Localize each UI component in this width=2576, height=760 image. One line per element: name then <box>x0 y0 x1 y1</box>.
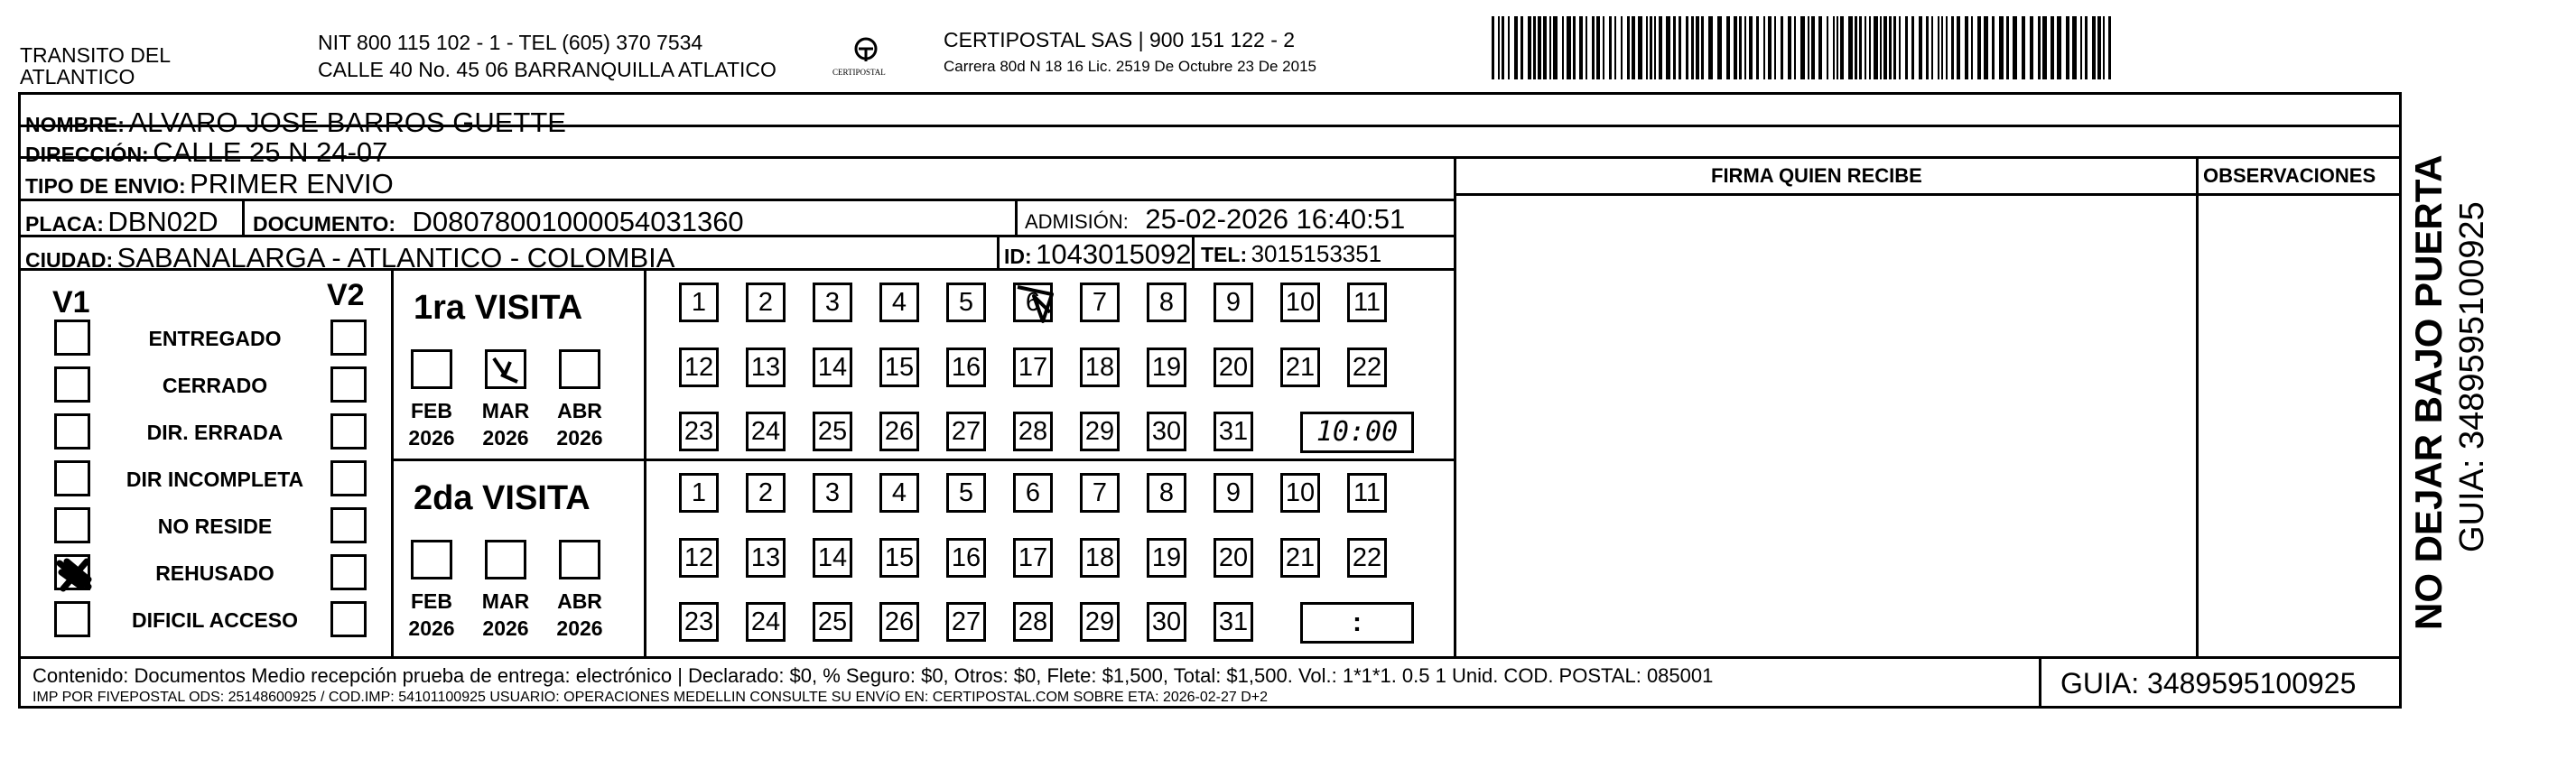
barcode-bar <box>1905 16 1908 79</box>
barcode-bar <box>1808 16 1809 79</box>
barcode-bar <box>1999 16 2004 79</box>
time-field[interactable]: 10:00 <box>1300 412 1414 453</box>
day-box-26[interactable]: 26 <box>879 602 919 642</box>
day-box-5[interactable]: 5 <box>946 283 986 322</box>
barcode-bar <box>1848 16 1853 79</box>
barcode-bar <box>1919 16 1922 79</box>
barcode-bar <box>1889 16 1892 79</box>
day-box-12[interactable]: 12 <box>679 538 719 578</box>
side-guia: GUIA: 3489595100925 <box>2453 201 2491 552</box>
month-name: MAR <box>481 589 530 613</box>
barcode-bar <box>1592 16 1595 79</box>
documento-field <box>253 208 744 236</box>
barcode-bar <box>1614 16 1616 79</box>
month-checkbox-abr[interactable] <box>559 540 600 579</box>
id-label: ID: <box>1004 245 1032 268</box>
id-field <box>1004 240 1192 268</box>
barcode-bar <box>1859 16 1862 79</box>
no-dejar-warning: NO DEJAR BAJO PUERTA <box>2407 154 2450 630</box>
barcode-bar <box>2051 16 2054 79</box>
barcode-bar <box>1562 16 1564 79</box>
barcode-bar <box>1596 16 1600 79</box>
day-box-29[interactable]: 29 <box>1080 412 1120 451</box>
barcode-bar <box>2042 16 2047 79</box>
v2-header: V2 <box>327 278 365 312</box>
barcode-bar <box>1957 16 1960 79</box>
barcode-bar <box>1717 16 1722 79</box>
admision-field <box>1025 205 1405 233</box>
barcode-bar <box>1899 16 1901 79</box>
day-box-5[interactable]: 5 <box>946 473 986 513</box>
address-line: CALLE 40 No. 45 06 BARRANQUILLA ATLATICO <box>318 58 777 81</box>
day-box-25[interactable]: 25 <box>813 412 852 451</box>
barcode-bar <box>1911 16 1914 79</box>
status-option-label: CERRADO <box>162 374 268 397</box>
ciudad-value: SABANALARGA - ATLANTICO - COLOMBIA <box>116 242 675 273</box>
day-box-31[interactable]: 31 <box>1214 412 1253 451</box>
nombre-field <box>25 108 566 136</box>
v2-checkbox-dir-errada[interactable] <box>330 413 367 450</box>
barcode-bar <box>1971 16 1973 79</box>
barcode-bar <box>2066 16 2069 79</box>
firma-header: FIRMA QUIEN RECIBE <box>1711 164 1922 187</box>
tipo-envio-label: TIPO DE ENVIO: <box>25 174 186 198</box>
barcode-bar <box>1946 16 1948 79</box>
day-box-17[interactable]: 17 <box>1013 348 1053 387</box>
admision-value: 25-02-2026 16:40:51 <box>1145 203 1406 235</box>
barcode-bar <box>1926 16 1929 79</box>
barcode-bar <box>1883 16 1887 79</box>
barcode-bar <box>1621 16 1623 79</box>
day-box-6[interactable]: 6 <box>1013 283 1053 322</box>
day-box-8[interactable]: 8 <box>1147 283 1186 322</box>
v2-checkbox-rehusado[interactable] <box>330 554 367 590</box>
day-box-30[interactable]: 30 <box>1147 412 1186 451</box>
day-box-4[interactable]: 4 <box>879 473 919 513</box>
barcode-bar <box>1508 16 1510 79</box>
day-box-24[interactable]: 24 <box>746 602 786 642</box>
day-box-18[interactable]: 18 <box>1080 538 1120 578</box>
month-name: MAR <box>481 399 530 422</box>
v1-checkbox-dir-incompleta[interactable] <box>54 460 90 496</box>
barcode-bar <box>2108 16 2111 79</box>
day-box-19[interactable]: 19 <box>1147 348 1186 387</box>
barcode-bar <box>1650 16 1652 79</box>
direccion-field <box>25 138 387 166</box>
admision-label: ADMISIÓN: <box>1025 210 1129 233</box>
barcode-bar <box>1646 16 1648 79</box>
day-box-29[interactable]: 29 <box>1080 602 1120 642</box>
nit-line: NIT 800 115 102 - 1 - TEL (605) 370 7534 <box>318 31 703 54</box>
day-box-11[interactable]: 11 <box>1347 283 1387 322</box>
day-box-16[interactable]: 16 <box>946 538 986 578</box>
day-box-20[interactable]: 20 <box>1214 538 1253 578</box>
barcode-bar <box>1708 16 1713 79</box>
day-box-13[interactable]: 13 <box>746 538 786 578</box>
status-option-label: REHUSADO <box>155 561 274 585</box>
day-box-28[interactable]: 28 <box>1013 412 1053 451</box>
barcode-bar <box>1744 16 1746 79</box>
tipo-envio-value: PRIMER ENVIO <box>190 168 394 199</box>
day-box-20[interactable]: 20 <box>1214 348 1253 387</box>
barcode-bar <box>1811 16 1815 79</box>
status-option-label: DIR INCOMPLETA <box>126 468 304 491</box>
barcode-bar <box>1498 16 1500 79</box>
barcode-bar <box>2006 16 2009 79</box>
barcode-bar <box>2022 16 2025 79</box>
day-box-19[interactable]: 19 <box>1147 538 1186 578</box>
day-box-4[interactable]: 4 <box>879 283 919 322</box>
v1-checkbox-entregado[interactable] <box>54 320 90 356</box>
month-year: 2026 <box>408 616 455 640</box>
barcode-bar <box>1573 16 1576 79</box>
barcode-bar <box>2085 16 2088 79</box>
tipo-envio-field <box>25 170 394 198</box>
barcode-bar <box>1739 16 1742 79</box>
month-checkbox-mar[interactable] <box>485 540 526 579</box>
barcode-bar <box>1567 16 1571 79</box>
day-box-10[interactable]: 10 <box>1280 473 1320 513</box>
day-box-23[interactable]: 23 <box>679 412 719 451</box>
tel-field <box>1201 242 1381 265</box>
day-box-14[interactable]: 14 <box>813 348 852 387</box>
footer-guia: GUIA: 3489595100925 <box>2060 667 2357 700</box>
placa-label: PLACA: <box>25 212 104 236</box>
day-box-8[interactable]: 8 <box>1147 473 1186 513</box>
barcode-bar <box>2103 16 2105 79</box>
barcode-bar <box>1941 16 1943 79</box>
barcode-bar <box>1528 16 1531 79</box>
barcode-bar <box>1965 16 1968 79</box>
month-checkbox-abr[interactable] <box>559 349 600 389</box>
status-option-label: NO RESIDE <box>157 514 273 538</box>
day-box-7[interactable]: 7 <box>1080 283 1120 322</box>
day-box-22[interactable]: 22 <box>1347 348 1387 387</box>
barcode-bar <box>1502 16 1504 79</box>
barcode-bar <box>1794 16 1796 79</box>
day-box-25[interactable]: 25 <box>813 602 852 642</box>
barcode-bar <box>2013 16 2017 79</box>
status-option-label: DIR. ERRADA <box>146 421 284 444</box>
placa-value: DBN02D <box>107 206 219 237</box>
v2-checkbox-cerrado[interactable] <box>330 366 367 403</box>
barcode-bar <box>1763 16 1765 79</box>
barcode-bar <box>1691 16 1694 79</box>
v1-checkbox-no-reside[interactable] <box>54 507 90 543</box>
nombre-value: ALVARO JOSE BARROS GUETTE <box>128 107 566 138</box>
month-year: 2026 <box>408 426 455 450</box>
courier-line: CERTIPOSTAL SAS | 900 151 122 - 2 <box>944 28 1296 51</box>
barcode-bar <box>1609 16 1612 79</box>
day-box-1[interactable]: 1 <box>679 473 719 513</box>
day-box-22[interactable]: 22 <box>1347 538 1387 578</box>
observaciones-header: OBSERVACIONES <box>2203 164 2376 187</box>
barcode-bar <box>1726 16 1730 79</box>
barcode-bar <box>1673 16 1676 79</box>
ciudad-field <box>25 244 674 272</box>
barcode-bar <box>1874 16 1878 79</box>
barcode-bar <box>2080 16 2082 79</box>
barcode-bar <box>1654 16 1656 79</box>
barcode-bar <box>1984 16 1988 79</box>
v1-checkbox-dir-errada[interactable] <box>54 413 90 450</box>
barcode-bar <box>1679 16 1681 79</box>
barcode-bar <box>1938 16 1939 79</box>
day-box-13[interactable]: 13 <box>746 348 786 387</box>
month-checkbox-feb[interactable] <box>411 349 452 389</box>
day-box-24[interactable]: 24 <box>746 412 786 451</box>
barcode-bar <box>2030 16 2033 79</box>
barcode <box>1490 16 2122 79</box>
day-box-26[interactable]: 26 <box>879 412 919 451</box>
nombre-label: NOMBRE: <box>25 113 125 136</box>
barcode-bar <box>2092 16 2096 79</box>
direccion-label: DIRECCIÓN: <box>25 143 149 166</box>
barcode-bar <box>1833 16 1835 79</box>
day-box-15[interactable]: 15 <box>879 348 919 387</box>
barcode-bar <box>1893 16 1896 79</box>
license-line: Carrera 80d N 18 16 Lic. 2519 De Octubre 23 De 2015 <box>944 58 1316 75</box>
day-box-11[interactable]: 11 <box>1347 473 1387 513</box>
id-value: 1043015092 <box>1036 238 1192 270</box>
day-box-3[interactable]: 3 <box>813 473 852 513</box>
direccion-value: CALLE 25 N 24-07 <box>153 136 388 168</box>
courier-logo-icon <box>829 31 903 85</box>
barcode-bar <box>1840 16 1844 79</box>
day-box-6[interactable]: 6 <box>1013 473 1053 513</box>
day-box-27[interactable]: 27 <box>946 602 986 642</box>
barcode-bar <box>1549 16 1551 79</box>
day-box-31[interactable]: 31 <box>1214 602 1253 642</box>
barcode-bar <box>2038 16 2041 79</box>
v1-checkbox-cerrado[interactable] <box>54 366 90 403</box>
barcode-bar <box>1768 16 1772 79</box>
barcode-bar <box>1632 16 1635 79</box>
barcode-bar <box>1543 16 1547 79</box>
ciudad-label: CIUDAD: <box>25 248 114 272</box>
month-year: 2026 <box>556 616 603 640</box>
barcode-bar <box>2072 16 2077 79</box>
v1-checkbox-rehusado[interactable] <box>54 554 90 590</box>
documento-value: D08078001000054031360 <box>412 206 744 237</box>
barcode-bar <box>2097 16 2101 79</box>
courier-logo <box>829 31 903 85</box>
barcode-bar <box>1951 16 1954 79</box>
day-box-9[interactable]: 9 <box>1214 473 1253 513</box>
barcode-bar <box>1977 16 1981 79</box>
barcode-bar <box>1514 16 1518 79</box>
tel-label: TEL: <box>1201 243 1248 266</box>
barcode-bar <box>1734 16 1737 79</box>
documento-label: DOCUMENTO: <box>253 212 396 236</box>
day-box-12[interactable]: 12 <box>679 348 719 387</box>
month-year: 2026 <box>482 616 529 640</box>
barcode-bar <box>1756 16 1759 79</box>
day-box-2[interactable]: 2 <box>746 283 786 322</box>
barcode-bar <box>1865 16 1866 79</box>
day-box-15[interactable]: 15 <box>879 538 919 578</box>
barcode-bar <box>1788 16 1791 79</box>
company-name-line2: ATLANTICO <box>20 65 135 88</box>
v2-checkbox-dir-incompleta[interactable] <box>330 460 367 496</box>
day-box-9[interactable]: 9 <box>1214 283 1253 322</box>
v1-header: V1 <box>52 285 90 320</box>
barcode-bar <box>2057 16 2061 79</box>
barcode-bar <box>1520 16 1523 79</box>
day-box-2[interactable]: 2 <box>746 473 786 513</box>
barcode-bar <box>1781 16 1783 79</box>
barcode-bar <box>1818 16 1822 79</box>
placa-field <box>25 208 219 236</box>
v2-checkbox-entregado[interactable] <box>330 320 367 356</box>
barcode-bar <box>1749 16 1753 79</box>
day-box-18[interactable]: 18 <box>1080 348 1120 387</box>
barcode-bar <box>1701 16 1704 79</box>
barcode-bar <box>1579 16 1583 79</box>
imp-text: IMP POR FIVEPOSTAL ODS: 25148600925 / COD.IMP: 54101100925 USUARIO: OPERACIONES MEDELLIN CONSULTE SU ENVíO EN: CERTIPOSTAL.COM SOBRE ETA: 2026-02-27 D+2 <box>33 690 1269 705</box>
barcode-bar <box>1696 16 1699 79</box>
barcode-bar <box>1992 16 1995 79</box>
day-box-10[interactable]: 10 <box>1280 283 1320 322</box>
month-checkbox-mar[interactable] <box>485 349 526 389</box>
barcode-bar <box>1855 16 1857 79</box>
month-name: FEB <box>411 399 452 422</box>
barcode-bar <box>1492 16 1494 79</box>
barcode-bar <box>1553 16 1558 79</box>
day-box-28[interactable]: 28 <box>1013 602 1053 642</box>
month-name: ABR <box>557 399 602 422</box>
barcode-bar <box>1869 16 1871 79</box>
courier-logo-text: CERTIPOSTAL <box>832 68 886 77</box>
day-box-30[interactable]: 30 <box>1147 602 1186 642</box>
status-option-label: DIFICIL ACCESO <box>131 608 298 632</box>
barcode-bar <box>1603 16 1604 79</box>
v2-checkbox-dificil-acceso[interactable] <box>330 601 367 637</box>
barcode-bar <box>1666 16 1670 79</box>
v2-checkbox-no-reside[interactable] <box>330 507 367 543</box>
day-box-21[interactable]: 21 <box>1280 348 1320 387</box>
day-box-27[interactable]: 27 <box>946 412 986 451</box>
day-box-14[interactable]: 14 <box>813 538 852 578</box>
month-year: 2026 <box>482 426 529 450</box>
company-name-line1: TRANSITO DEL <box>20 43 171 67</box>
day-box-23[interactable]: 23 <box>679 602 719 642</box>
barcode-bar <box>1627 16 1630 79</box>
day-box-17[interactable]: 17 <box>1013 538 1053 578</box>
barcode-bar <box>1931 16 1933 79</box>
barcode-bar <box>1586 16 1587 79</box>
status-option-label: ENTREGADO <box>148 327 282 350</box>
month-checkbox-feb[interactable] <box>411 540 452 579</box>
tel-value: 3015153351 <box>1251 240 1382 267</box>
barcode-bar <box>1774 16 1776 79</box>
day-box-1[interactable]: 1 <box>679 283 719 322</box>
contenido-text: Contenido: Documentos Medio recepción prueba de entrega: electrónico | Declarado: $0, % Seguro: $0, Otros: $0, Flete: $1,500, Total: $1,500. Vol.: 1*1*1. 0.5 1 Unid. COD. POSTAL: 085001 <box>33 664 1714 687</box>
month-name: FEB <box>411 589 452 613</box>
day-box-7[interactable]: 7 <box>1080 473 1120 513</box>
barcode-bar <box>1800 16 1805 79</box>
visit-title: 2da VISITA <box>414 479 591 517</box>
barcode-bar <box>1638 16 1642 79</box>
barcode-bar <box>1538 16 1541 79</box>
barcode-bar <box>1837 16 1838 79</box>
v1-checkbox-dificil-acceso[interactable] <box>54 601 90 637</box>
barcode-bar <box>1686 16 1688 79</box>
day-box-3[interactable]: 3 <box>813 283 852 322</box>
month-name: ABR <box>557 589 602 613</box>
month-year: 2026 <box>556 426 603 450</box>
barcode-bar <box>1533 16 1536 79</box>
time-field[interactable]: : <box>1300 602 1414 644</box>
barcode-bar <box>1827 16 1828 79</box>
day-box-21[interactable]: 21 <box>1280 538 1320 578</box>
visit-title: 1ra VISITA <box>414 289 583 327</box>
barcode-bar <box>1880 16 1882 79</box>
barcode-bar <box>1659 16 1662 79</box>
day-box-16[interactable]: 16 <box>946 348 986 387</box>
